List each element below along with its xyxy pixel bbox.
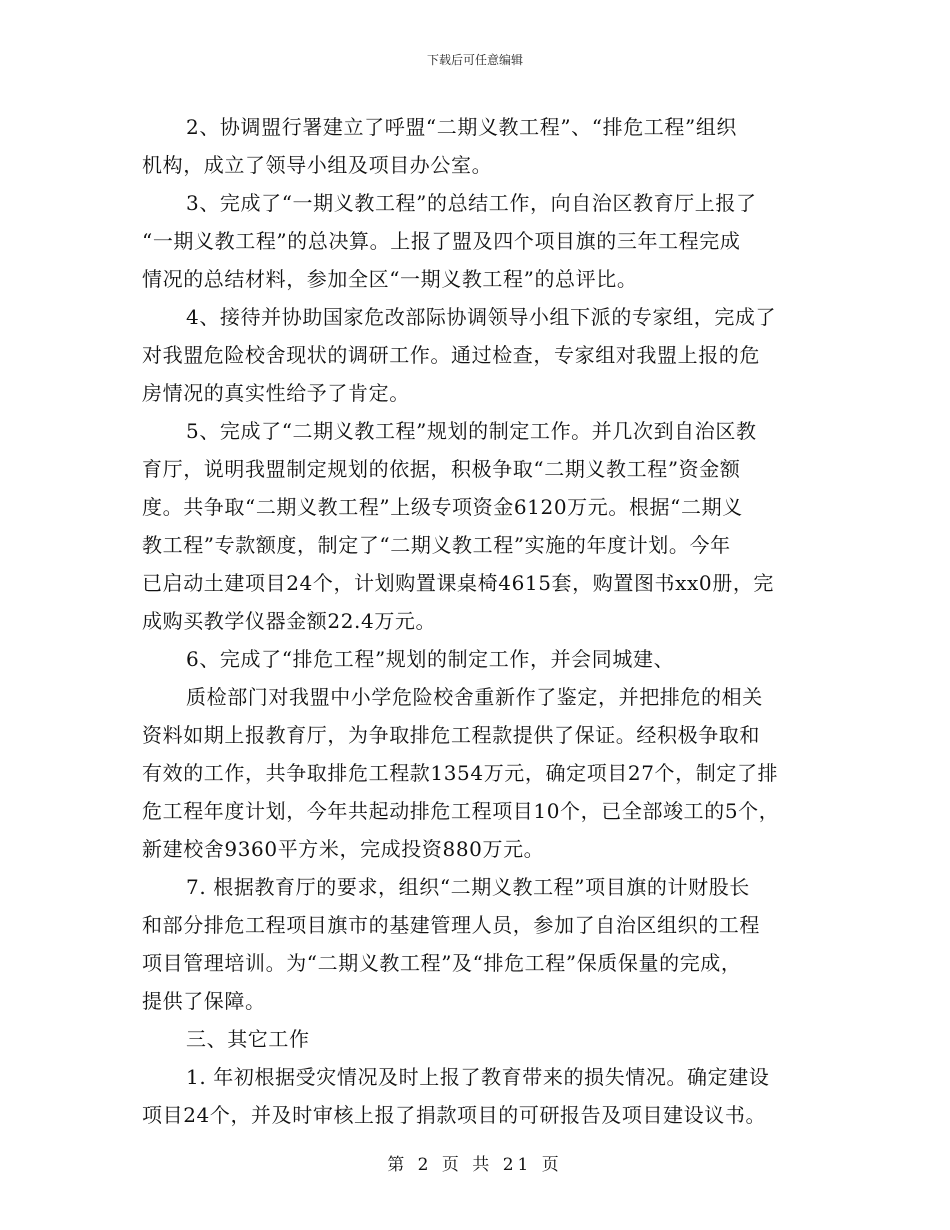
document-body xyxy=(142,108,818,1134)
paragraph-line: 4、接待并协助国家危改部际协调领导小组下派的专家组，完成了 xyxy=(186,305,777,329)
paragraph-line: 3、完成了“一期义教工程”的总结工作，向自治区教育厅上报了 xyxy=(186,191,757,215)
paragraph-line: 育厅，说明我盟制定规划的依据，积极争取“二期义教工程”资金额 xyxy=(142,457,741,481)
paragraph-line: 2、协调盟行署建立了呼盟“二期义教工程”、“排危工程”组织 xyxy=(186,115,738,139)
paragraph-line: 成购买教学仪器金额22.4万元。 xyxy=(142,609,437,633)
paragraph-line: 6、完成了“排危工程”规划的制定工作，并会同城建、 xyxy=(186,647,675,671)
paragraph-line: 项目24个，并及时审核上报了捐款项目的可研报告及项目建设议书。 xyxy=(142,1103,767,1127)
paragraph-line: 5、完成了“二期义教工程”规划的制定工作。并几次到自治区教 xyxy=(186,419,757,443)
paragraph-line: “一期义教工程”的总决算。上报了盟及四个项目旗的三年工程完成 xyxy=(142,229,741,253)
paragraph-line: 已启动土建项目24个，计划购置课桌椅4615套，购置图书xx0册，完 xyxy=(142,571,775,595)
paragraph-line: 机构，成立了领导小组及项目办公室。 xyxy=(142,153,493,177)
paragraph-line: 度。共争取“二期义教工程”上级专项资金6120万元。根据“二期义 xyxy=(142,495,743,519)
paragraph-line: 资料如期上报教育厅，为争取排危工程款提供了保证。经积极争取和 xyxy=(142,723,760,747)
paragraph-line: 7. 根据教育厅的要求，组织“二期义教工程”项目旗的计财股长 xyxy=(186,875,750,899)
paragraph-line: 房情况的真实性给予了肯定。 xyxy=(142,381,410,405)
paragraph-line: 教工程”专款额度，制定了“二期义教工程”实施的年度计划。今年 xyxy=(142,533,731,557)
paragraph-line: 有效的工作，共争取排危工程款1354万元，确定项目27个，制定了排 xyxy=(142,761,779,785)
paragraph-line: 项目管理培训。为“二期义教工程”及“排危工程”保质保量的完成， xyxy=(142,951,742,975)
paragraph-line: 和部分排危工程项目旗市的基建管理人员，参加了自治区组织的工程 xyxy=(142,913,760,937)
paragraph-line: 对我盟危险校舍现状的调研工作。通过检查，专家组对我盟上报的危 xyxy=(142,343,760,367)
paragraph-line: 1. 年初根据受灾情况及时上报了教育带来的损失情况。确定建设 xyxy=(186,1065,770,1089)
page-header: 下载后可任意编辑 xyxy=(426,53,523,67)
paragraph-line: 新建校舍9360平方米，完成投资880万元。 xyxy=(142,837,545,861)
paragraph-line: 质检部门对我盟中小学危险校舍重新作了鉴定，并把排危的相关 xyxy=(186,685,763,709)
section-heading: 三、其它工作 xyxy=(186,1027,310,1051)
paragraph-line: 情况的总结材料，参加全区“一期义教工程”的总评比。 xyxy=(142,267,638,291)
paragraph-line: 危工程年度计划，今年共起动排危工程项目10个，已全部竣工的5个， xyxy=(142,799,780,823)
page-number-footer: 第 2 页 共 21 页 xyxy=(387,1155,563,1175)
paragraph-line: 提供了保障。 xyxy=(142,989,266,1013)
